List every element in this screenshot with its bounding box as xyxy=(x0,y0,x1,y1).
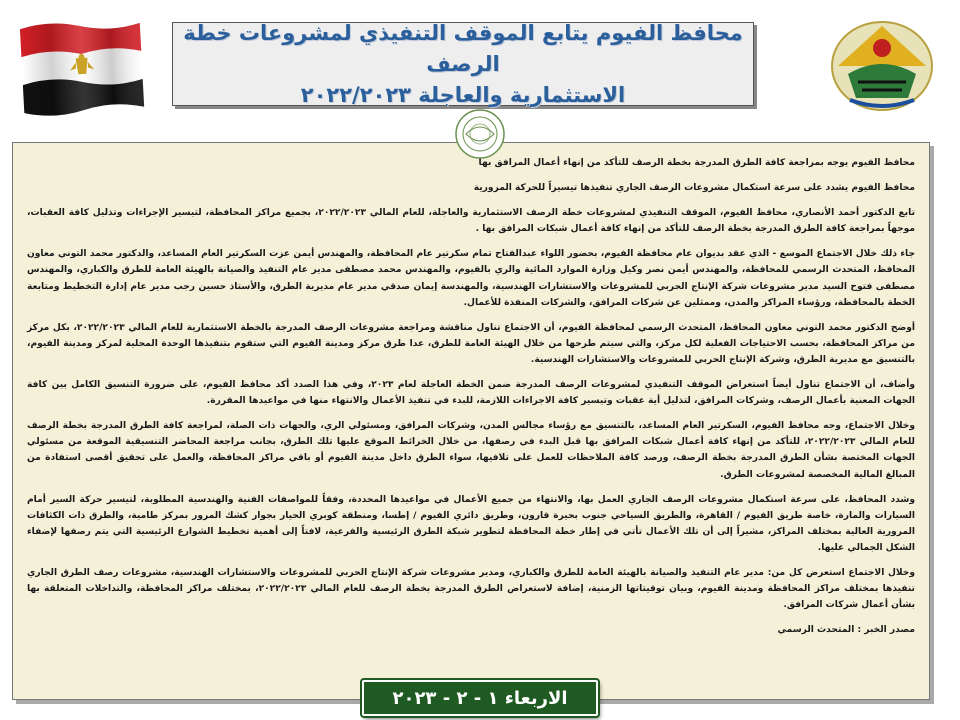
article-paragraph: وأضاف، أن الاجتماع تناول أيضاً استعراض الموقف التنفيذي لمشروعات الرصف المدرجة ضمن الخطة العاجلة لعام ٢٠٢٣، وفي هذا الصدد أكد محافظ الفيوم، على ضرورة التنسيق الكامل بين كافة الجهات المعنية بأعمال الرصف، وشركات المرافق، لتذليل أية عقبات وتيسير كافة الاجراءات اللازمة، للبدء في تنفيذ الأعمال والانتهاء منها في مواعيدها المقررة. xyxy=(27,380,915,407)
headline-box xyxy=(172,22,754,106)
article-paragraph: جاء ذلك خلال الاجتماع الموسع - الذي عقد بديوان عام محافظة الفيوم، بحضور اللواء عبدالفتاح تمام سكرتير عام المحافظة، والمهندس أيمن عزت السكرتير العام المساعد، والدكتور محمد التوني معاون المحافظ، المتحدث الرسمي للمحافظة، والمهندس أيمن نصر وكيل وزارة الموارد المائية والري بالفيوم، والمهندس محمد مصطفى مدير عام التنفيذ والصيانة بالهيئة العامة للطرق والكباري، والمهندس مصطفى فتوح السيد مدير مشروعات شركة الإنتاج الحربي للمشروعات والاستشارات الهندسية، والمهندسة إيمان صدقي مدير عام مديرية الطرق، والأستاذ حسين رجب مدير عام إدارة التخطيط ومتابعة الخطة بالمحافظة، ورؤساء المراكز والمدن، وممثلين عن شركات المرافق، والشركات المنفذة للأعمال. xyxy=(27,249,915,308)
article-paragraph: تابع الدكتور أحمد الأنصاري، محافظ الفيوم، الموقف التنفيذي لمشروعات خطة الرصف الاستثمارية والعاجلة، للعام المالي ٢٠٢٢/٢٠٢٣، بجميع مراكز المحافظة، لتيسير الإجراءات وتذليل كافة العقبات، موجهاً بمراجعة كافة الطرق المدرجة بخطة الرصف للتأكد من إنهاء كافة أعمال شبكات المرافق بها . xyxy=(27,208,916,235)
news-article-body xyxy=(12,142,930,700)
news-source-line: مصدر الخبر : المتحدث الرسمي xyxy=(777,625,915,636)
egypt-flag-icon xyxy=(16,15,149,120)
logo-graphic xyxy=(828,18,936,114)
article-paragraph: أوضح الدكتور محمد التوني معاون المحافظ، المتحدث الرسمي لمحافظة الفيوم، أن الاجتماع تناول مناقشة ومراجعة مشروعات الرصف المدرجة بالخطة الاستثمارية للعام المالي ٢٠٢٢/٢٠٢٣، بكل مركز من مراكز المحافظة، بحسب الاحتياجات الفعلية لكل مركز، والتي سيتم طرحها من خلال الهيئة العامة للطرق، عدا طرق مركز ومدينة الفيوم التي ستقوم بتنفيذها الوحدة المحلية لمركز ومدينة الفيوم، بالتنسيق مع مديرية الطرق، وشركة الإنتاج الحربي للمشروعات والاستشارات الهندسية. xyxy=(27,322,915,365)
egypt-flag-graphic xyxy=(16,15,149,120)
article-paragraph: محافظ الفيوم يوجه بمراجعة كافة الطرق المدرجة بخطة الرصف للتأكد من إنهاء أعمال المرافق بها xyxy=(478,158,915,168)
headline-line-1: محافظ الفيوم يتابع الموقف التنفيذي لمشروعات خطة الرصف xyxy=(183,20,743,76)
ornament-divider-icon xyxy=(454,108,506,160)
article-paragraph: وخلال الاجتماع، وجه محافظ الفيوم، السكرتير العام المساعد، بالتنسيق مع رؤساء مجالس المدن، وشركات المرافق، ومسئولي الري، والجهات ذات الصلة، لمراجعة كافة الطرق المدرجة بخطة الرصف للعام المالي ٢٠٢٢/٢٠٢٣، للتأكد من إنهاء كافة أعمال شبكات المرافق بها قبل البدء في رصفها، من خلال الخرائط الموقع عليها تلك الطرق، بجانب مراجعة المحاضر التنسيقية الموقعة من مسئولي الجهات المختصة بشأن الطرق المدرجة بخطة الرصف، ورصد كافة الملاحظات للعمل على تلافيها، سواء الطرق داخل مدينة الفيوم أو باقي مراكز المحافظة، والعمل على تحقيق أقصى استفادة من المبالغ المالية المخصصة لمشروعات الطرق. xyxy=(27,421,915,480)
date-badge: الاربعاء ١ - ٢ - ٢٠٢٣ xyxy=(362,680,598,716)
article-paragraph: محافظ الفيوم يشدد على سرعة استكمال مشروعات الرصف الجاري تنفيذها تيسيراً للحركة المرورية xyxy=(473,183,915,194)
fayoum-governorate-logo-icon xyxy=(828,18,936,114)
ornament-graphic xyxy=(454,108,506,160)
headline-line-2: الاستثمارية والعاجلة ٢٠٢٢/٢٠٢٣ xyxy=(300,82,626,107)
article-paragraph: وخلال الاجتماع استعرض كل من: مدير عام التنفيذ والصيانة بالهيئة العامة للطرق والكباري، ومدير مشروعات شركة الإنتاج الحربي للمشروعات والاستشارات الهندسية، مشروعات رصف الطرق الجاري تنفيذها بمختلف مراكز المحافظة ومدينة الفيوم، وبيان توقيتاتها الزمنية، إضافة لاستعراض الطرق المدرجة بخطة الرصف للعام المالي ٢٠٢٢/٢٠٢٣، بمختلف مراكز المحافظة، والتداخلات المتعلقة بها بشأن أعمال شركات المرافق. xyxy=(27,567,915,611)
article-paragraph: وشدد المحافظ، على سرعة استكمال مشروعات الرصف الجاري العمل بها، والانتهاء من جميع الأعمال في مواعيدها المحددة، وفقاً للمواصفات الفنية والهندسية المطلوبة، لتيسير حركة السير أمام السيارات والمارة، خاصة طريق الفيوم / القاهرة، والطريق السياحي جنوب بحيرة قارون، وطريق دائري الفيوم / إطسا، ومنطقة كوبري الحيار بجوار كشك المرور بمركز طامية، والطرق ذات الكثافات المرورية العالية بمختلف المراكز، مشيراً إلى أن تلك الأعمال تأتي في إطار خطة المحافظة لتطوير شبكة الطرق الرئيسية والفرعية، لافتاً إلى أهمية تخطيط الشوارع الرئيسية التي يتم رصفها لإضفاء الشكل الجمالي عليها. xyxy=(27,494,915,553)
